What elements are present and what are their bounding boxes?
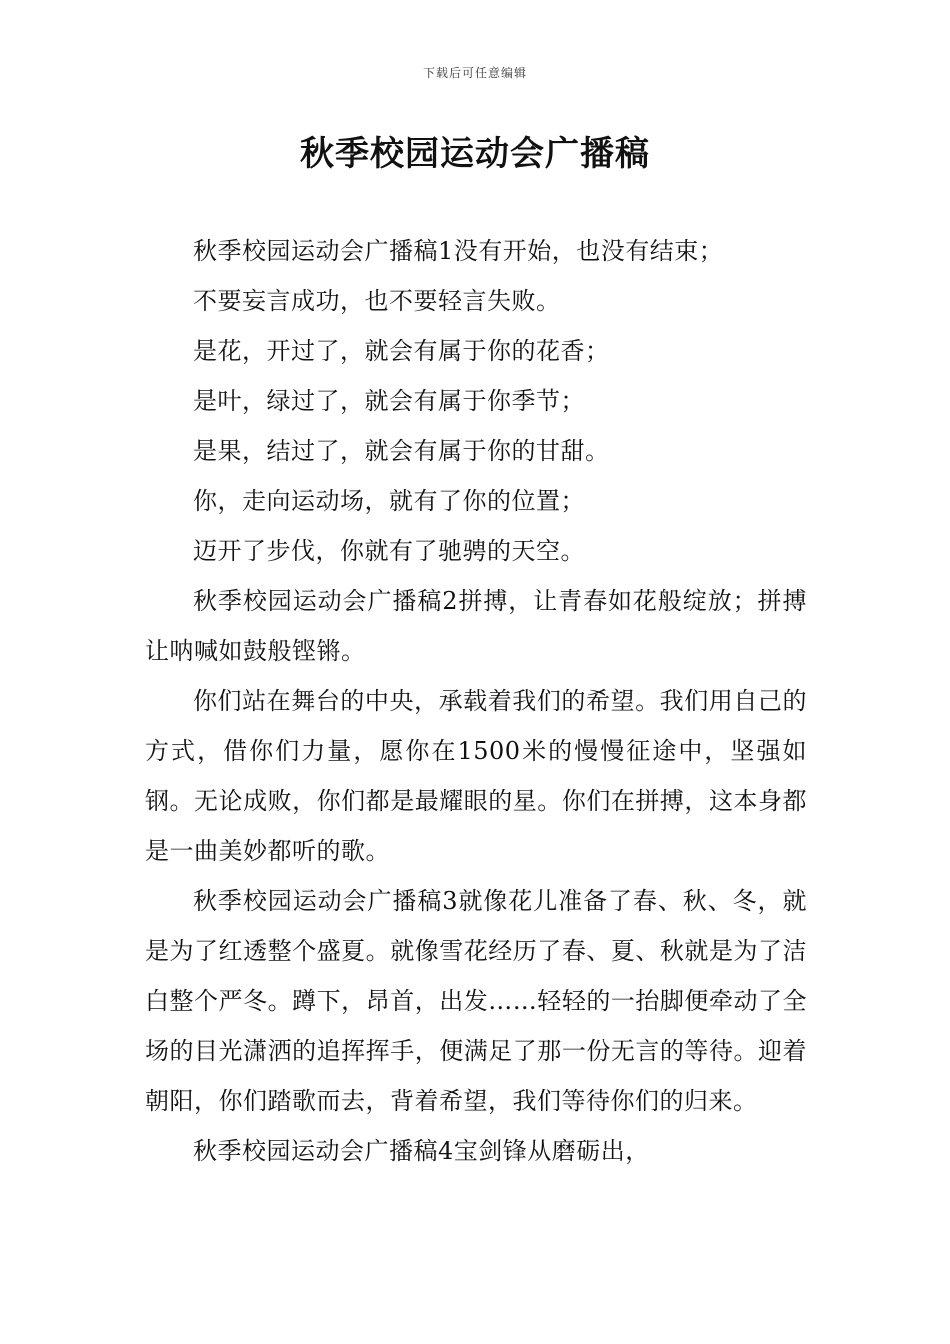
paragraph: 你们站在舞台的中央，承载着我们的希望。我们用自己的方式，借你们力量，愿你在1500米的慢慢征途中，坚强如钢。无论成败，你们都是最耀眼的星。你们在拼搏，这本身都是一曲美妙都听的歌。 (145, 687, 807, 865)
paragraph: 不要妄言成功，也不要轻言失败。 (193, 287, 561, 315)
header-note: 下载后可任意编辑 (422, 66, 527, 80)
paragraph: 秋季校园运动会广播稿2拼搏，让青春如花般绽放；拼搏让呐喊如鼓般铿锵。 (145, 587, 807, 665)
document-title: 秋季校园运动会广播稿 (300, 134, 650, 174)
paragraph: 迈开了步伐，你就有了驰骋的天空。 (193, 537, 585, 565)
paragraph: 秋季校园运动会广播稿4宝剑锋从磨砺出， (193, 1137, 650, 1165)
paragraph: 秋季校园运动会广播稿1没有开始，也没有结束； (193, 237, 724, 265)
paragraph: 是花，开过了，就会有属于你的花香； (193, 337, 610, 365)
paragraph: 是叶，绿过了，就会有属于你季节； (193, 387, 585, 415)
paragraph: 是果，结过了，就会有属于你的甘甜。 (193, 437, 610, 465)
paragraph: 你，走向运动场，就有了你的位置； (193, 487, 585, 515)
document-body (145, 226, 807, 1176)
paragraph: 秋季校园运动会广播稿3就像花儿准备了春、秋、冬，就是为了红透整个盛夏。就像雪花经历了春、夏、秋就是为了洁白整个严冬。蹲下，昂首，出发……轻轻的一抬脚便牵动了全场的目光潇洒的追挥挥手，便满足了那一份无言的等待。迎着朝阳，你们踏歌而去，背着希望，我们等待你们的归来。 (145, 887, 807, 1115)
